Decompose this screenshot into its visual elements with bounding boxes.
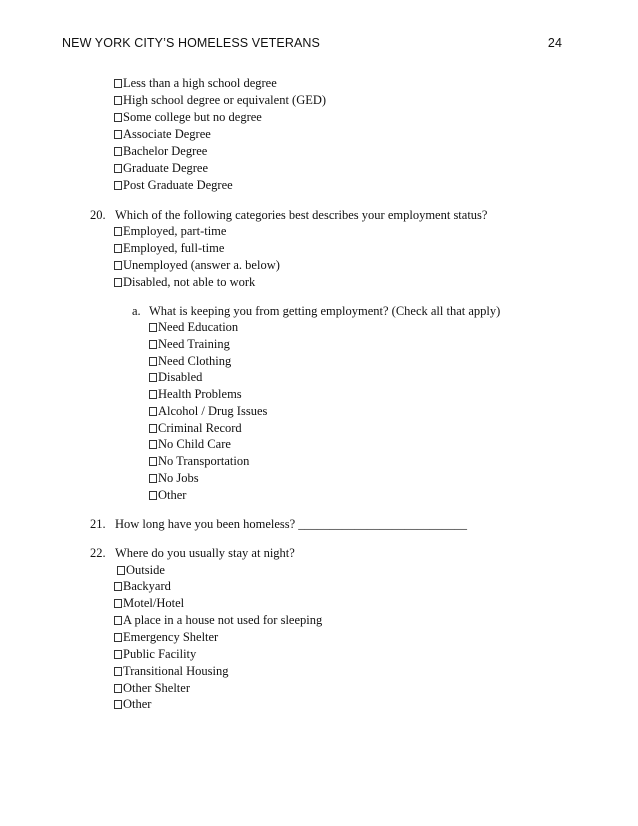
barrier-option[interactable]: No Transportation — [149, 453, 249, 469]
question-number: 22. — [90, 546, 106, 560]
shelter-option[interactable]: Transitional Housing — [114, 663, 228, 679]
checkbox[interactable] — [114, 147, 122, 156]
checkbox[interactable] — [114, 667, 122, 676]
checkbox[interactable] — [114, 164, 122, 173]
education-option[interactable]: Bachelor Degree — [114, 143, 207, 159]
employment-option[interactable]: Unemployed (answer a. below) — [114, 257, 280, 273]
shelter-option[interactable]: Backyard — [114, 578, 171, 594]
question-20 — [90, 207, 487, 223]
shelter-option[interactable]: Other Shelter — [114, 680, 190, 696]
barrier-option[interactable]: Criminal Record — [149, 420, 242, 436]
question-number: 21. — [90, 517, 106, 531]
question-20a — [132, 303, 500, 319]
employment-option[interactable]: Disabled, not able to work — [114, 274, 255, 290]
checkbox[interactable] — [149, 474, 157, 483]
question-number: 20. — [90, 208, 106, 222]
checkbox[interactable] — [114, 113, 122, 122]
checkbox[interactable] — [114, 227, 122, 236]
checkbox[interactable] — [114, 616, 122, 625]
education-option[interactable]: Post Graduate Degree — [114, 177, 233, 193]
checkbox[interactable] — [114, 79, 122, 88]
barrier-option[interactable]: Need Training — [149, 336, 230, 352]
checkbox[interactable] — [114, 582, 122, 591]
checkbox[interactable] — [114, 181, 122, 190]
page-number: 24 — [547, 36, 562, 50]
checkbox[interactable] — [149, 323, 157, 332]
question-21[interactable] — [90, 516, 467, 532]
checkbox[interactable] — [114, 244, 122, 253]
checkbox[interactable] — [149, 373, 157, 382]
shelter-option[interactable]: A place in a house not used for sleeping — [114, 612, 322, 628]
running-header — [62, 36, 562, 56]
barrier-option[interactable]: Alcohol / Drug Issues — [149, 403, 267, 419]
question-22 — [90, 545, 295, 561]
barrier-option[interactable]: Other — [149, 487, 186, 503]
education-option[interactable]: Associate Degree — [114, 126, 211, 142]
checkbox[interactable] — [114, 278, 122, 287]
barrier-option[interactable]: Need Clothing — [149, 353, 231, 369]
shelter-option[interactable]: Other — [114, 696, 151, 712]
barrier-option[interactable]: No Jobs — [149, 470, 199, 486]
checkbox[interactable] — [149, 491, 157, 500]
header-title: NEW YORK CITY’S HOMELESS VETERANS — [62, 36, 320, 50]
shelter-option[interactable]: Motel/Hotel — [114, 595, 184, 611]
education-option[interactable]: Some college but no degree — [114, 109, 262, 125]
education-option[interactable]: High school degree or equivalent (GED) — [114, 92, 326, 108]
checkbox[interactable] — [114, 261, 122, 270]
checkbox[interactable] — [149, 407, 157, 416]
question-text: Where do you usually stay at night? — [115, 546, 295, 560]
checkbox[interactable] — [114, 684, 122, 693]
question-text[interactable]: How long have you been homeless? ___________________________ — [115, 517, 468, 531]
checkbox[interactable] — [149, 440, 157, 449]
checkbox[interactable] — [114, 96, 122, 105]
shelter-option[interactable]: Public Facility — [114, 646, 196, 662]
checkbox[interactable] — [114, 599, 122, 608]
employment-option[interactable]: Employed, full-time — [114, 240, 224, 256]
checkbox[interactable] — [149, 340, 157, 349]
barrier-option[interactable]: No Child Care — [149, 436, 231, 452]
sub-question-label: a. — [132, 304, 141, 318]
shelter-option[interactable]: Outside — [117, 562, 165, 578]
question-text: Which of the following categories best describes your employment status? — [115, 208, 488, 222]
shelter-option[interactable]: Emergency Shelter — [114, 629, 218, 645]
education-option[interactable]: Less than a high school degree — [114, 75, 277, 91]
barrier-option[interactable]: Health Problems — [149, 386, 242, 402]
checkbox[interactable] — [114, 650, 122, 659]
checkbox[interactable] — [117, 566, 125, 575]
checkbox[interactable] — [114, 633, 122, 642]
question-text: What is keeping you from getting employment? (Check all that apply) — [149, 304, 501, 318]
education-option[interactable]: Graduate Degree — [114, 160, 208, 176]
barrier-option[interactable]: Need Education — [149, 319, 238, 335]
barrier-option[interactable]: Disabled — [149, 369, 202, 385]
checkbox[interactable] — [149, 457, 157, 466]
checkbox[interactable] — [149, 357, 157, 366]
checkbox[interactable] — [149, 390, 157, 399]
checkbox[interactable] — [114, 130, 122, 139]
checkbox[interactable] — [114, 700, 122, 709]
checkbox[interactable] — [149, 424, 157, 433]
employment-option[interactable]: Employed, part-time — [114, 223, 226, 239]
